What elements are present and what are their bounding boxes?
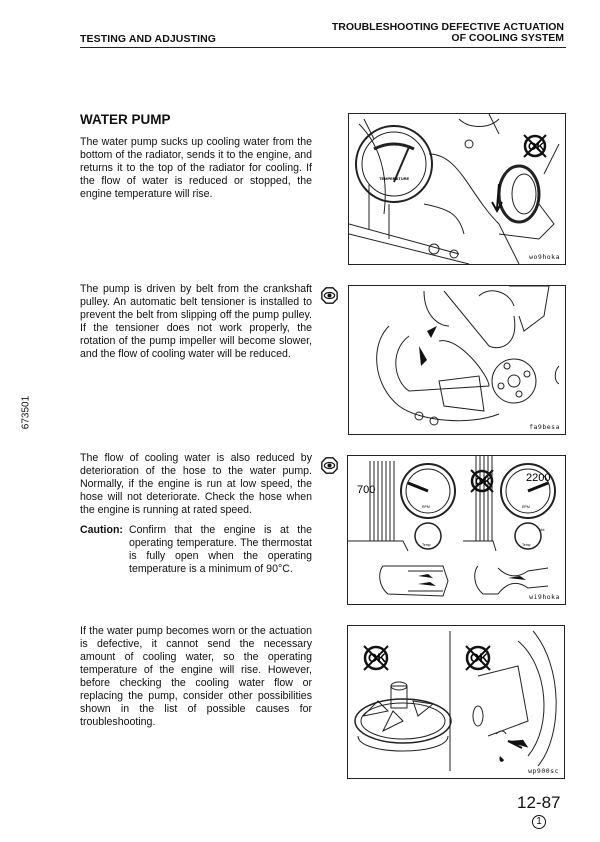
figure-code: wp900sc <box>528 767 559 775</box>
paragraph-hose-deterioration: The flow of cooling water is also reduced by deterioration of the hose to the water pump. Normally, if the engine is run at low speed, the hose will not deteriorate. Check the hose when the engine is running at rated speed. <box>80 452 312 516</box>
header-chapter-title-line1: TROUBLESHOOTING DEFECTIVE ACTUATION <box>331 21 564 33</box>
figure-belt-tensioner <box>348 285 566 435</box>
caution-text: Confirm that the engine is at the operating temperature. The thermostat is fully open when the operating temperature is a minimum of 90°C. <box>129 524 312 575</box>
rpm-low-value: 700 <box>357 484 376 496</box>
paragraph-pump-function: The water pump sucks up cooling water from the bottom of the radiator, sends it to the engine, and returns it to the top of the radiator for cooling. If the flow of water is reduced or stopped, the engine temperature will rise. <box>80 136 312 200</box>
figure-code: wo9hoka <box>529 253 560 261</box>
eye-icon <box>321 287 338 304</box>
figure-temperature-gauge <box>348 113 566 265</box>
paragraph-belt-tensioner: The pump is driven by belt from the crankshaft pulley. An automatic belt tensioner is installed to prevent the belt from slipping off the pump pulley. If the tensioner does not work properly, the rotation of the pump impeller will become slower, and the flow of cooling water will be reduced. <box>80 283 312 360</box>
ok-crossed-icon <box>471 470 493 492</box>
side-document-code: 673501 <box>20 395 32 430</box>
eye-icon <box>321 457 338 474</box>
page-number: 12-87 <box>517 793 561 812</box>
svg-text:OK: OK <box>528 141 545 153</box>
svg-text:Temp: Temp <box>522 543 531 547</box>
rpm-high-value: 2200 <box>526 472 551 484</box>
figure-hose-rpm <box>347 455 566 605</box>
figure-code: wi9hoka <box>529 593 560 601</box>
caution-label: Caution: <box>80 524 123 536</box>
ok-crossed-icon <box>524 135 546 157</box>
svg-text:OK: OK <box>475 476 492 488</box>
svg-text:Temp: Temp <box>422 543 431 547</box>
paragraph-worn-pump: If the water pump becomes worn or the actuation is defective, it cannot send the necessary amount of cooling water, so the operating temperature of the engine will rise. However, before checking the cooling water flow or replacing the pump, consider other possibilities shown in the list of possible causes for troubleshooting. <box>80 625 312 728</box>
svg-text:OK: OK <box>368 651 386 665</box>
header-rule <box>80 47 566 48</box>
header-chapter-title-line2: OF COOLING SYSTEM <box>451 32 564 44</box>
figure-impeller-leak <box>347 625 565 779</box>
svg-text:Hot: Hot <box>539 528 545 532</box>
svg-text:OK: OK <box>470 651 488 665</box>
ok-crossed-icon <box>466 646 490 670</box>
section-title: WATER PUMP <box>80 112 171 127</box>
revision-mark: 1 <box>532 815 546 829</box>
gauge-label: TEMPERATURE <box>379 176 410 181</box>
ok-crossed-icon <box>364 646 388 670</box>
header-chapter-title <box>332 22 564 44</box>
svg-text:RPM: RPM <box>422 505 430 509</box>
svg-text:RPM: RPM <box>522 505 530 509</box>
header-section-title: TESTING AND ADJUSTING <box>80 33 217 45</box>
figure-code: fa9besa <box>529 423 560 431</box>
